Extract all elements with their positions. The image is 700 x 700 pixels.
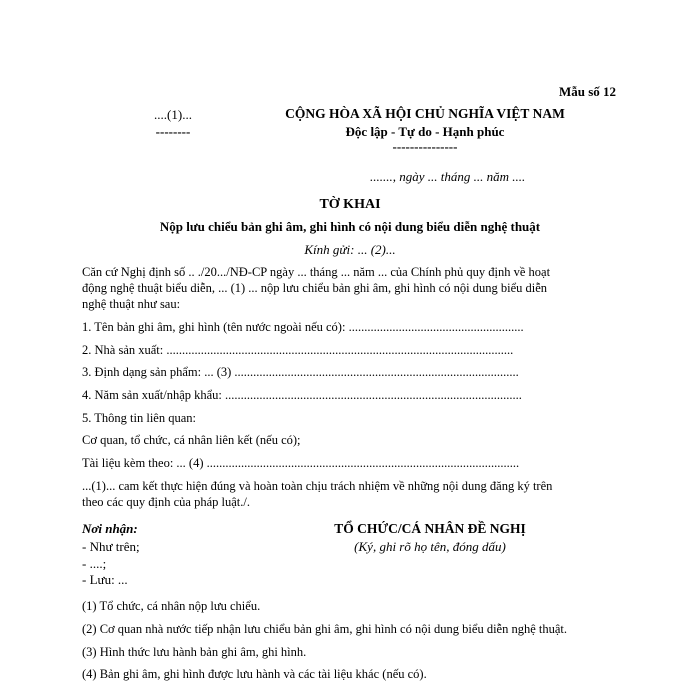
commitment-line-2: theo các quy định của pháp luật./.	[82, 495, 250, 509]
issuer-underline: --------	[155, 124, 191, 139]
footnote-2: (2) Cơ quan nhà nước tiếp nhận lưu chiểu bản ghi âm, ghi hình có nội dung biểu diễn nghệ thuật.	[82, 622, 568, 636]
signature-heading: TỔ CHỨC/CÁ NHÂN ĐỀ NGHỊ	[334, 521, 526, 536]
preamble-line-3: nghệ thuật như sau:	[82, 297, 181, 311]
footnote-4: (4) Bản ghi âm, ghi hình được lưu hành và các tài liệu khác (nếu có).	[82, 667, 427, 681]
document-subtitle: Nộp lưu chiểu bản ghi âm, ghi hình có nội dung biểu diễn nghệ thuật	[159, 219, 541, 234]
field-production-year: 4. Năm sản xuất/nhập khẩu: ...............................................................................................	[82, 388, 522, 402]
document-title: TỜ KHAI	[319, 197, 381, 212]
field-format: 3. Định dạng sản phẩm: ... (3) ...........................................................................................	[82, 365, 519, 379]
signature-note: (Ký, ghi rõ họ tên, đóng dấu)	[354, 539, 506, 554]
commitment-line-1: ...(1)... cam kết thực hiện đúng và hoàn toàn chịu trách nhiệm về những nội dung đăng ký trên	[82, 479, 553, 493]
addressee: Kính gửi: ... (2)...	[304, 242, 396, 257]
field-producer: 2. Nhà sản xuất: ...............................................................................................................	[82, 343, 514, 357]
country-name: CỘNG HÒA XÃ HỘI CHỦ NGHĨA VIỆT NAM	[285, 106, 565, 121]
footnote-3: (3) Hình thức lưu hành bản ghi âm, ghi hình.	[82, 645, 307, 659]
footnote-1: (1) Tổ chức, cá nhân nộp lưu chiểu.	[82, 599, 261, 613]
issuer-placeholder: ....(1)...	[154, 107, 192, 122]
recipients-heading: Nơi nhận:	[82, 521, 138, 536]
motto: Độc lập - Tự do - Hạnh phúc	[345, 124, 505, 139]
recipient-item: - ....;	[82, 556, 107, 571]
field-linked-party: Cơ quan, tổ chức, cá nhân liên kết (nếu có);	[82, 433, 301, 447]
field-recording-name: 1. Tên bản ghi âm, ghi hình (tên nước ngoài nếu có): ........................................................	[82, 320, 524, 334]
preamble-line-2: động nghệ thuật biểu diễn, ... (1) ... nộp lưu chiểu bản ghi âm, ghi hình có nội dung biểu diễn	[82, 281, 548, 295]
form-number: Mẫu số 12	[558, 84, 616, 99]
field-attachments: Tài liệu kèm theo: ... (4) ....................................................................................................	[82, 456, 520, 470]
motto-underline: ---------------	[392, 139, 458, 154]
recipient-item: - Như trên;	[82, 539, 140, 554]
recipient-item: - Lưu: ...	[82, 572, 128, 587]
field-related-info: 5. Thông tin liên quan:	[82, 411, 196, 425]
preamble-line-1: Căn cứ Nghị định số .. ./20.../NĐ-CP ngày ... tháng ... năm ... của Chính phủ quy định về hoạt	[82, 265, 551, 279]
date-line: ......., ngày ... tháng ... năm ....	[370, 169, 526, 184]
